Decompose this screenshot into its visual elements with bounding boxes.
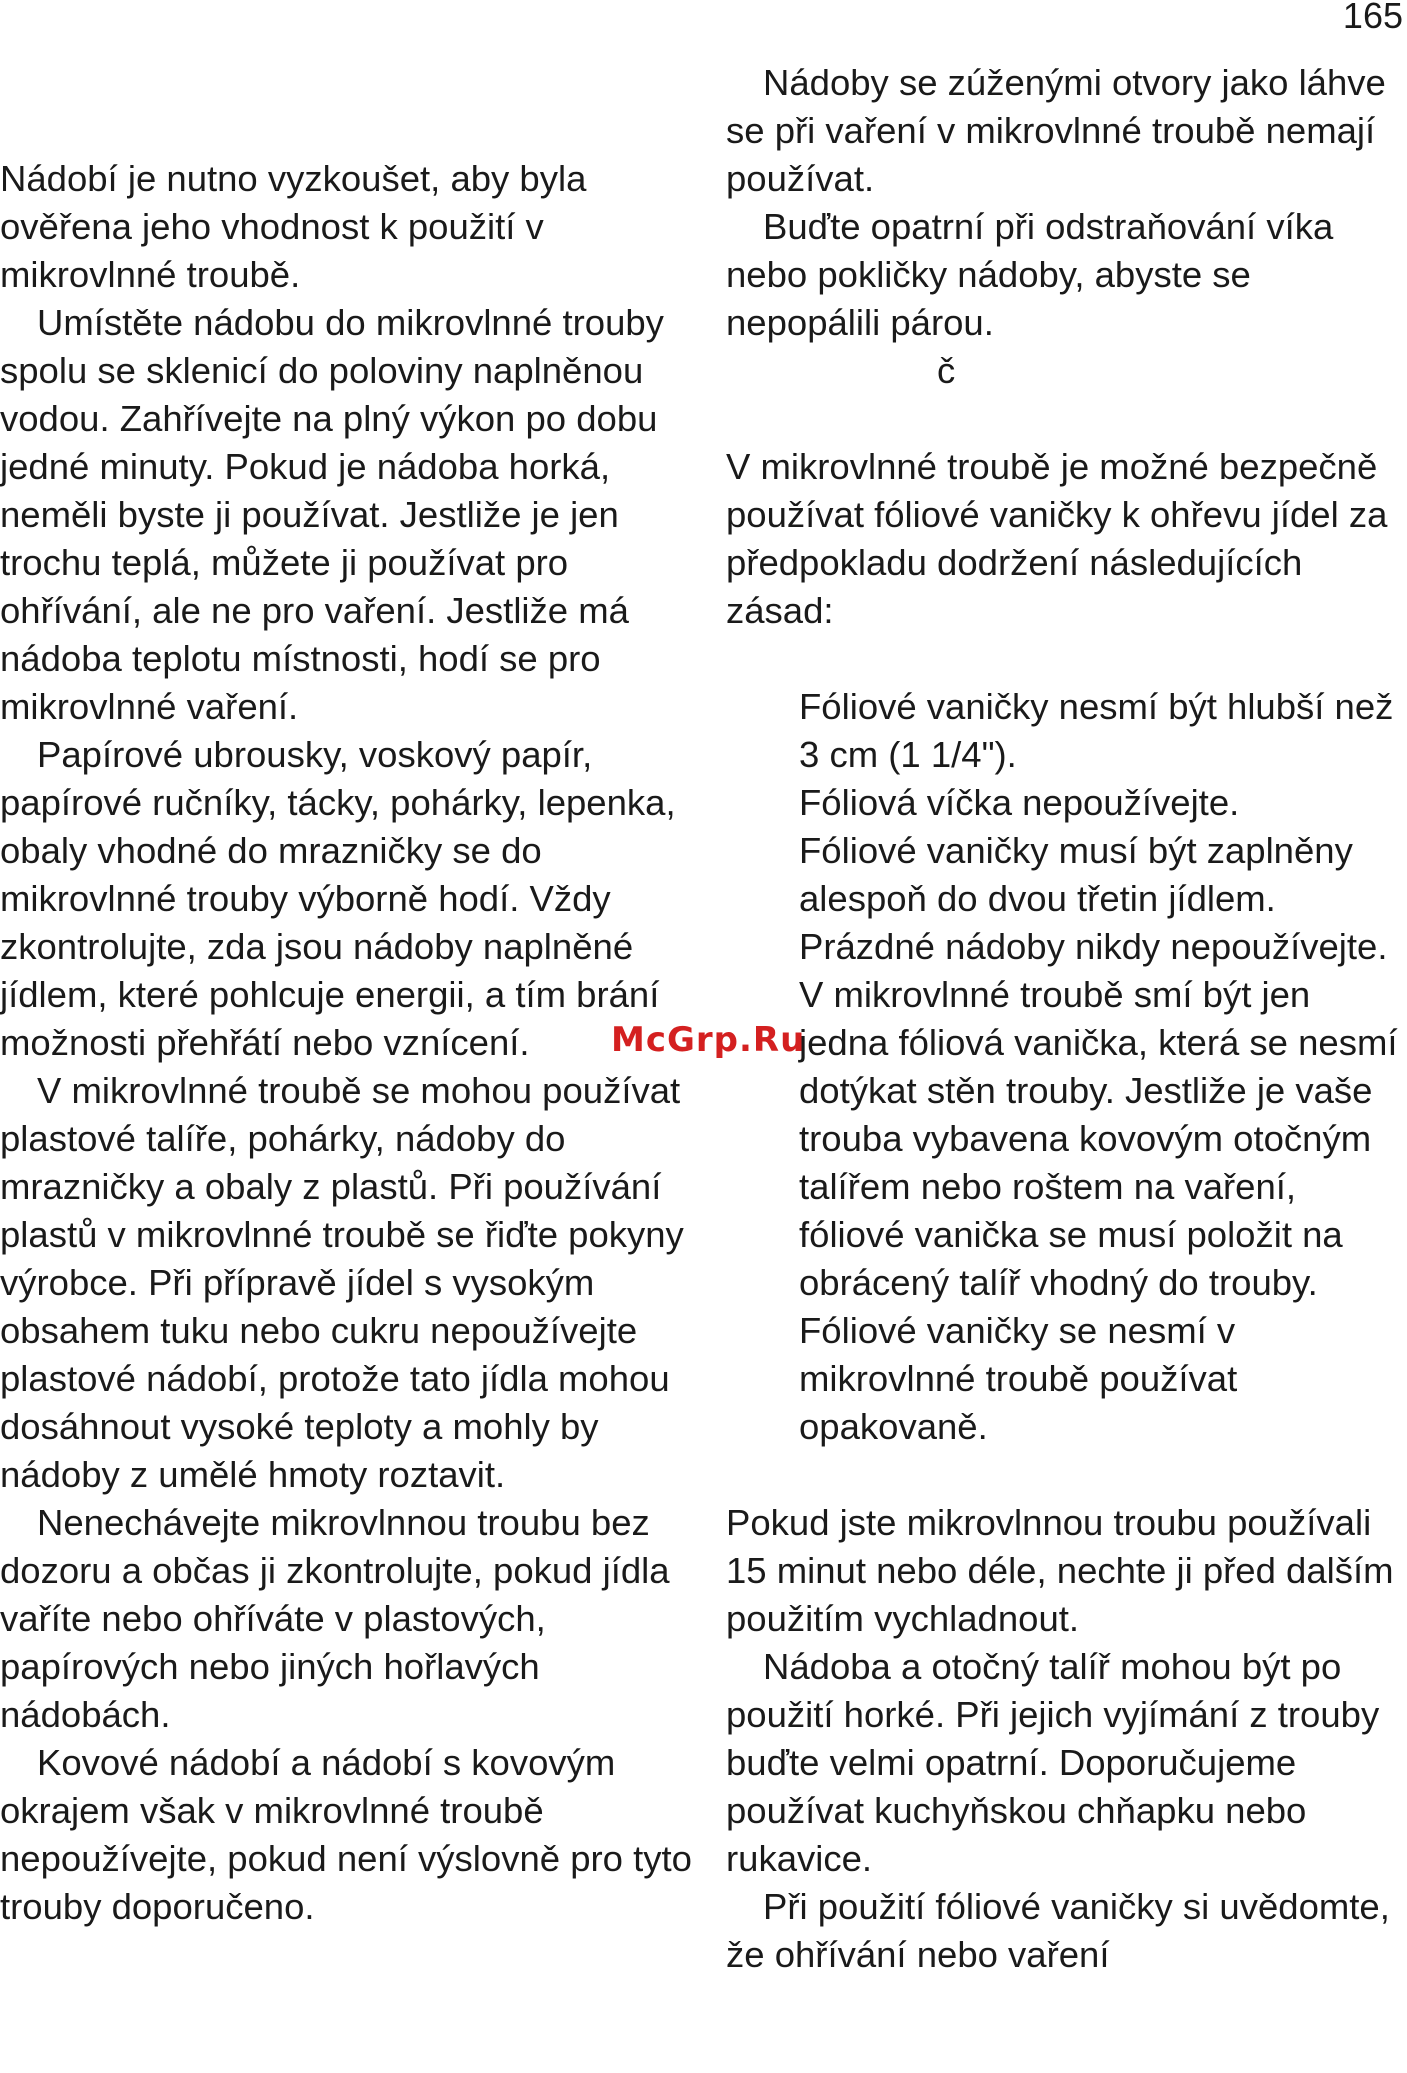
list-item: V mikrovlnné troubě smí být jen jedna fóliová vanička, která se nesmí dotýkat stěn trouby. Jestliže je vaše trouba vybavena kovovým otočným talířem nebo roštem na vaření, fóliové vanička se musí položit na obrácený talíř vhodný do trouby. <box>799 974 1398 1303</box>
foil-rules-list <box>726 683 1407 1451</box>
paragraph-foil-heating: Při použití fóliové vaničky si uvědomte, že ohřívání nebo vaření <box>726 1886 1390 1975</box>
list-item: Fóliová víčka nepoužívejte. <box>799 782 1240 823</box>
paragraph-metal-dishes: Kovové nádobí a nádobí s kovovým okrajem však v mikrovlnné troubě nepoužívejte, pokud není výslovně pro tyto trouby doporučeno. <box>0 1742 692 1927</box>
page-number: 165 <box>1342 0 1403 36</box>
paragraph-narrow-openings: Nádoby se zúženými otvory jako láhve se při vaření v mikrovlnné troubě nemají používat. <box>726 62 1386 199</box>
right-column <box>726 59 1407 1979</box>
paragraph-paper-products: Papírové ubrousky, voskový papír, papírové ručníky, tácky, pohárky, lepenka, obaly vhodné do mrazničky se do mikrovlnné trouby výborně hodí. Vždy zkontrolujte, zda jsou nádoby naplněné jídlem, které pohlcuje energii, a tím brání možnosti přehřátí nebo vznícení. <box>0 734 676 1063</box>
section-heading: č <box>937 350 956 391</box>
paragraph-plastic-dishes: V mikrovlnné troubě se mohou používat plastové talíře, pohárky, nádoby do mrazničky a obaly z plastů. Při používání plastů v mikrovlnné troubě se řiďte pokyny výrobce. Při přípravě jídel s vysokým obsahem tuku nebo cukru nepoužívejte plastové nádobí, protože tato jídla mohou dosáhnout vysoké teploty a mohly by nádoby z umělé hmoty roztavit. <box>0 1070 684 1495</box>
paragraph-cool-down: Pokud jste mikrovlnnou troubu používali 15 minut nebo déle, nechte ji před dalším použitím vychladnout. <box>726 1502 1394 1639</box>
paragraph-hot-turntable: Nádoba a otočný talíř mohou být po použití horké. Při jejich vyjímání z trouby buďte velmi opatrní. Doporučujeme používat kuchyňskou chňapku nebo rukavice. <box>726 1646 1380 1879</box>
paragraph-foil-intro: V mikrovlnné troubě je možné bezpečně používat fóliové vaničky k ohřevu jídel za předpokladu dodržení následujících zásad: <box>726 446 1388 631</box>
paragraph-water-glass-test: Umístěte nádobu do mikrovlnné trouby spolu se sklenicí do poloviny naplněnou vodou. Zahřívejte na plný výkon po dobu jedné minuty. Pokud je nádoba horká, neměli byste ji používat. Jestliže je jen trochu teplá, můžete ji používat pro ohřívání, ale ne pro vaření. Jestliže má nádoba teplotu místnosti, hodí se pro mikrovlnné vaření. <box>0 302 664 727</box>
paragraph-lid-steam: Buďte opatrní při odstraňování víka nebo pokličky nádoby, abyste se nepopálili párou. <box>726 206 1334 343</box>
list-item: Prázdné nádoby nikdy nepoužívejte. <box>799 926 1388 967</box>
list-item: Fóliové vaničky se nesmí v mikrovlnné troubě používat opakovaně. <box>799 1310 1238 1447</box>
left-column <box>0 155 700 1931</box>
list-item: Fóliové vaničky nesmí být hlubší než 3 cm (1 1/4"). <box>799 686 1394 775</box>
paragraph-supervision: Nenechávejte mikrovlnnou troubu bez dozoru a občas ji zkontrolujte, pokud jídla vaříte nebo ohříváte v plastových, papírových nebo jiných hořlavých nádobách. <box>0 1502 670 1735</box>
watermark-logo: McGrp.Ru <box>611 1020 806 1060</box>
list-item: Fóliové vaničky musí být zaplněny alespoň do dvou třetin jídlem. <box>799 830 1353 919</box>
paragraph-testing-cookware: Nádobí je nutno vyzkoušet, aby byla ověřena jeho vhodnost k použití v mikrovlnné troubě. <box>0 158 587 295</box>
